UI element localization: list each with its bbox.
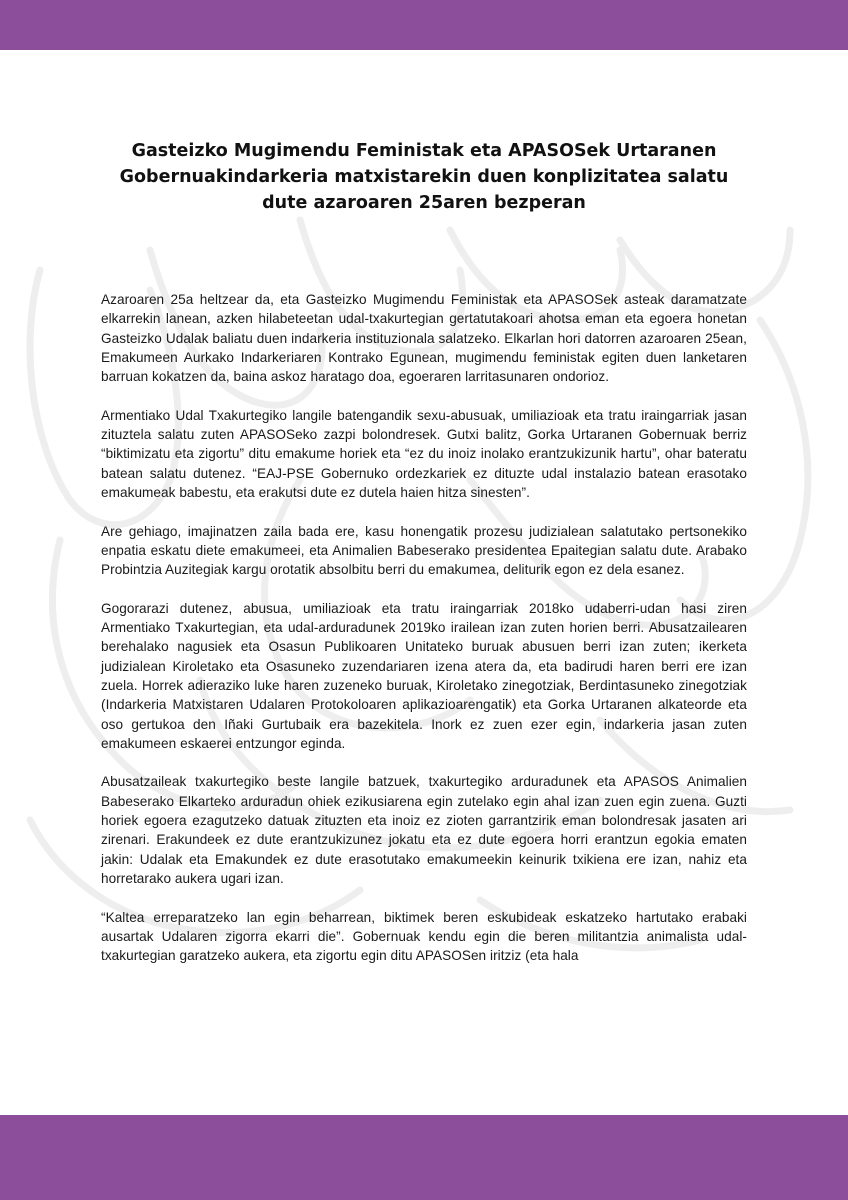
paragraph-2: Armentiako Udal Txakurtegiko langile batengandik sexu-abusuak, umiliazioak eta tratu iraingarriak jasan zituztela salatu zuten APASOSeko zazpi bolondresek. Gutxi balitz, Gorka Urtaranen Gobernuak berriz “biktimizatu eta zigortu” ditu emakume horiek eta “ez du inoiz inolako erantzukizunik hartu”, ohar bateratu batean salatu dutenez. “EAJ-PSE Gobernuko ordezkariek ez dituzte udal instalazio batean erasotako emakumeak babestu, eta erakutsi dute ez dutela haien hitza sinesten”.	[101, 407, 747, 500]
paragraph-6: “Kaltea erreparatzeko lan egin beharrean, biktimek beren eskubideak eskatzeko hartutako erabaki ausartak Udalaren zigorra ekarri die”. Gobernuak kendu egin die beren militantzia animalista udal-txakurtegian garatzeko aukera, eta zigortu egin ditu APASOSen iritziz (eta hala	[101, 909, 747, 964]
paragraph-4: Gogorarazi dutenez, abusua, umiliazioak eta tratu iraingarriak 2018ko udaberri-udan hasi ziren Armentiako Txakurtegian, eta udal-arduradunek 2019ko irailean izan zuten horien berri. Abusatzailearen berehalako nagusiek eta Osasun Publikoaren Unitateko buruak abusuen berri izan zuten; ikerketa judizialean Kiroletako eta Osasuneko zuzendariaren izena atera da, eta badirudi haren berri ere izan zuela. Horrek adieraziko luke haren zuzeneko buruak, Kiroletako zinegotziak, Berdintasuneko zinegotziak (Indarkeria Matxistaren Udalaren Protokoloaren aplikazioarengatik) eta Gorka Urtaranen alkateorde eta oso gertukoa den Iñaki Gurtubaik era bazekitela. Inork ez zuen ezer egin, indarkeria jasan zuten emakumeen eskaerei entzungor eginda.	[101, 600, 747, 751]
document-body	[101, 138, 747, 985]
paragraph-5: Abusatzaileak txakurtegiko beste langile batzuek, txakurtegiko arduradunek eta APASOS Animalien Babeserako Elkarteko arduradun ohiek ezikusiarena egin zutelako egin ahal izan zuen egin zuena. Guzti horiek egoera ezagutzeko datuak zituzten eta inoiz ez zioten garrantzirik eman bolondresak jasaten ari zirenari. Erakundeek ez dute erantzukizunez jokatu eta ez dute egoera horri erantzun egokia ematen jakin: Udalak eta Emakundek ez dute erasotutako emakumeekin keinurik txikiena ere izan, nahiz eta horretarako aukera ugari izan.	[101, 774, 747, 886]
top-purple-band	[0, 0, 848, 50]
document-title: Gasteizko Mugimendu Feministak eta APASOSek Urtaranen Gobernuakindarkeria matxistarekin duen konplizitatea salatu dute azaroaren 25aren bezperan	[119, 141, 729, 213]
paragraph-3: Are gehiago, imajinatzen zaila bada ere, kasu honengatik prozesu judizialean salatutako pertsonekiko enpatia eskatu diete emakumeei, eta Animalien Babeserako presidentea Epaitegian salatu dute. Arabako Probintzia Auzitegiak kargu orotatik absolbitu berri du emakumea, deliturik egon ez dela esanez.	[101, 523, 747, 578]
bottom-purple-band	[0, 1115, 848, 1200]
paragraph-1: Azaroaren 25a heltzear da, eta Gasteizko Mugimendu Feministak eta APASOSek asteak daramatzate elkarrekin lanean, azken hilabeteetan udal-txakurtegian gertatutakoari ahotsa eman eta egoera honetan Gasteizko Udalak baliatu duen indarkeria instituzionala salatzeko. Elkarlan hori datorren azaroaren 25ean, Emakumeen Aurkako Indarkeriaren Kontrako Egunean, mugimendu feministak egiten duen lanketaren barruan kokatzen da, baina askoz haratago doa, egoeraren larritasunaren ondorioz.	[101, 292, 747, 385]
